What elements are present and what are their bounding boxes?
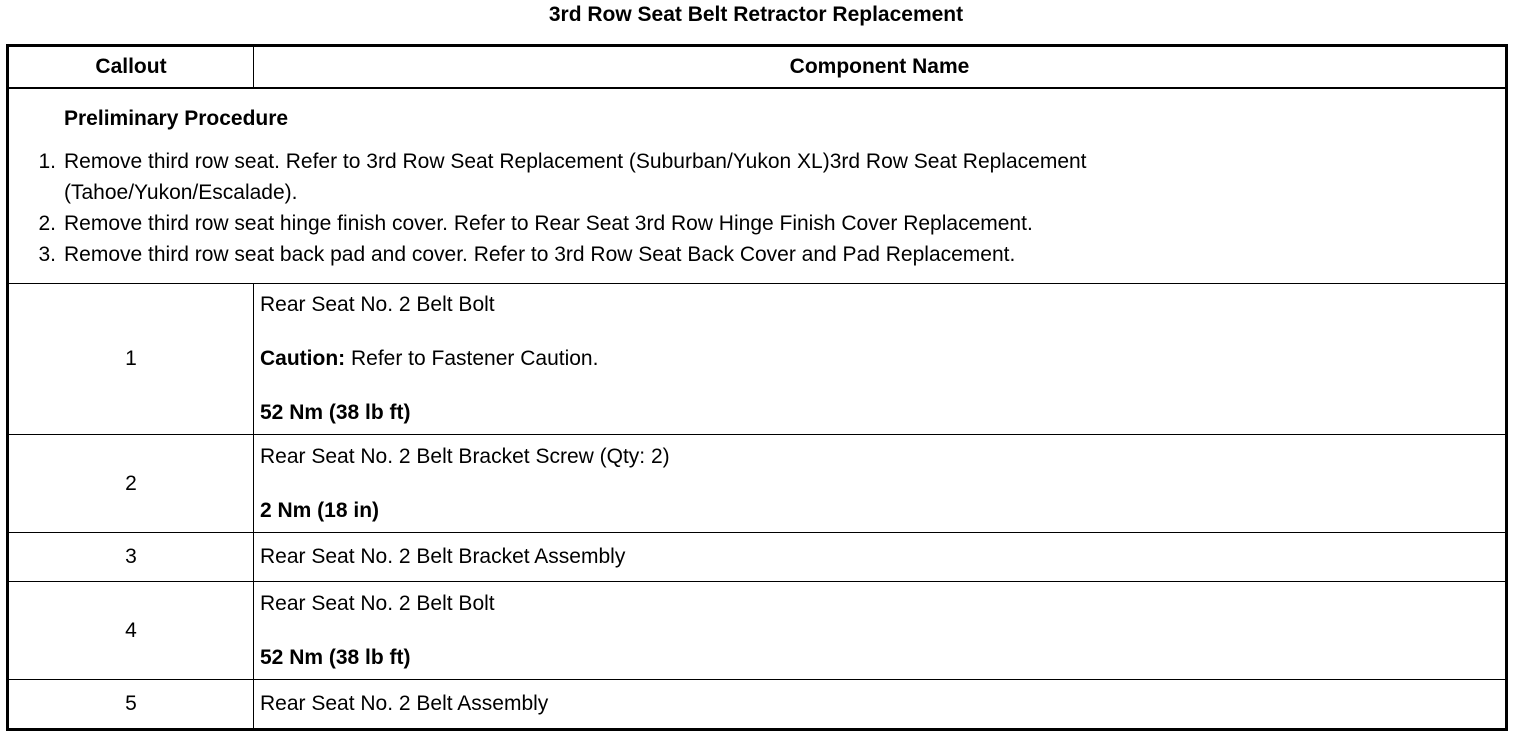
- procedure-step: [9, 208, 1505, 239]
- torque-spec: 52 Nm (38 lb ft): [260, 401, 411, 424]
- procedure-step: [9, 146, 1505, 208]
- torque-spec: 52 Nm (38 lb ft): [260, 645, 411, 669]
- table-header-row: [8, 46, 1507, 89]
- component-name: Rear Seat No. 2 Belt Bolt: [260, 293, 495, 316]
- components-table: [6, 44, 1508, 731]
- caution-note: [260, 344, 1505, 374]
- caution-label: Caution:: [260, 347, 346, 370]
- step-text: Remove third row seat. Refer to 3rd Row Seat Replacement (Suburban/Yukon XL)3rd Row Seat Replacement (Tahoe/Yukon/Escalade).: [64, 149, 1087, 204]
- callout-cell: 3: [8, 533, 254, 582]
- caution-text: Refer to Fastener Caution.: [345, 347, 599, 370]
- torque-spec: 2 Nm (18 in): [260, 498, 380, 522]
- page-title: 3rd Row Seat Belt Retractor Replacement: [548, 3, 964, 26]
- component-cell: [254, 284, 1507, 435]
- table-row: [8, 533, 1507, 582]
- step-number: 3.: [38, 242, 56, 266]
- preliminary-procedure: [8, 88, 1507, 284]
- preliminary-heading: Preliminary Procedure: [64, 106, 289, 130]
- header-callout: Callout: [8, 46, 254, 89]
- table-row: [8, 582, 1507, 680]
- header-component-name: Component Name: [254, 46, 1507, 89]
- step-number: 1.: [38, 149, 56, 173]
- callout-cell: 2: [8, 435, 254, 533]
- table-row: [8, 435, 1507, 533]
- callout-cell: 4: [8, 582, 254, 680]
- callout-cell: 5: [8, 680, 254, 730]
- table-row: [8, 680, 1507, 730]
- component-cell: [254, 533, 1507, 582]
- component-name: Rear Seat No. 2 Belt Assembly: [260, 692, 549, 715]
- component-cell: [254, 680, 1507, 730]
- step-number: 2.: [38, 211, 56, 235]
- table-row: [8, 284, 1507, 435]
- component-name: Rear Seat No. 2 Belt Bracket Assembly: [260, 545, 626, 568]
- component-cell: [254, 435, 1507, 533]
- step-text: Remove third row seat back pad and cover. Refer to 3rd Row Seat Back Cover and Pad Replacement.: [64, 242, 1016, 266]
- procedure-step: [9, 239, 1505, 270]
- component-cell: [254, 582, 1507, 680]
- component-name: Rear Seat No. 2 Belt Bracket Screw (Qty: 2): [260, 444, 670, 468]
- callout-cell: 1: [8, 284, 254, 435]
- step-text: Remove third row seat hinge finish cover. Refer to Rear Seat 3rd Row Hinge Finish Cover Replacement.: [64, 211, 1033, 235]
- preliminary-procedure-row: [8, 88, 1507, 284]
- component-name: Rear Seat No. 2 Belt Bolt: [260, 591, 495, 615]
